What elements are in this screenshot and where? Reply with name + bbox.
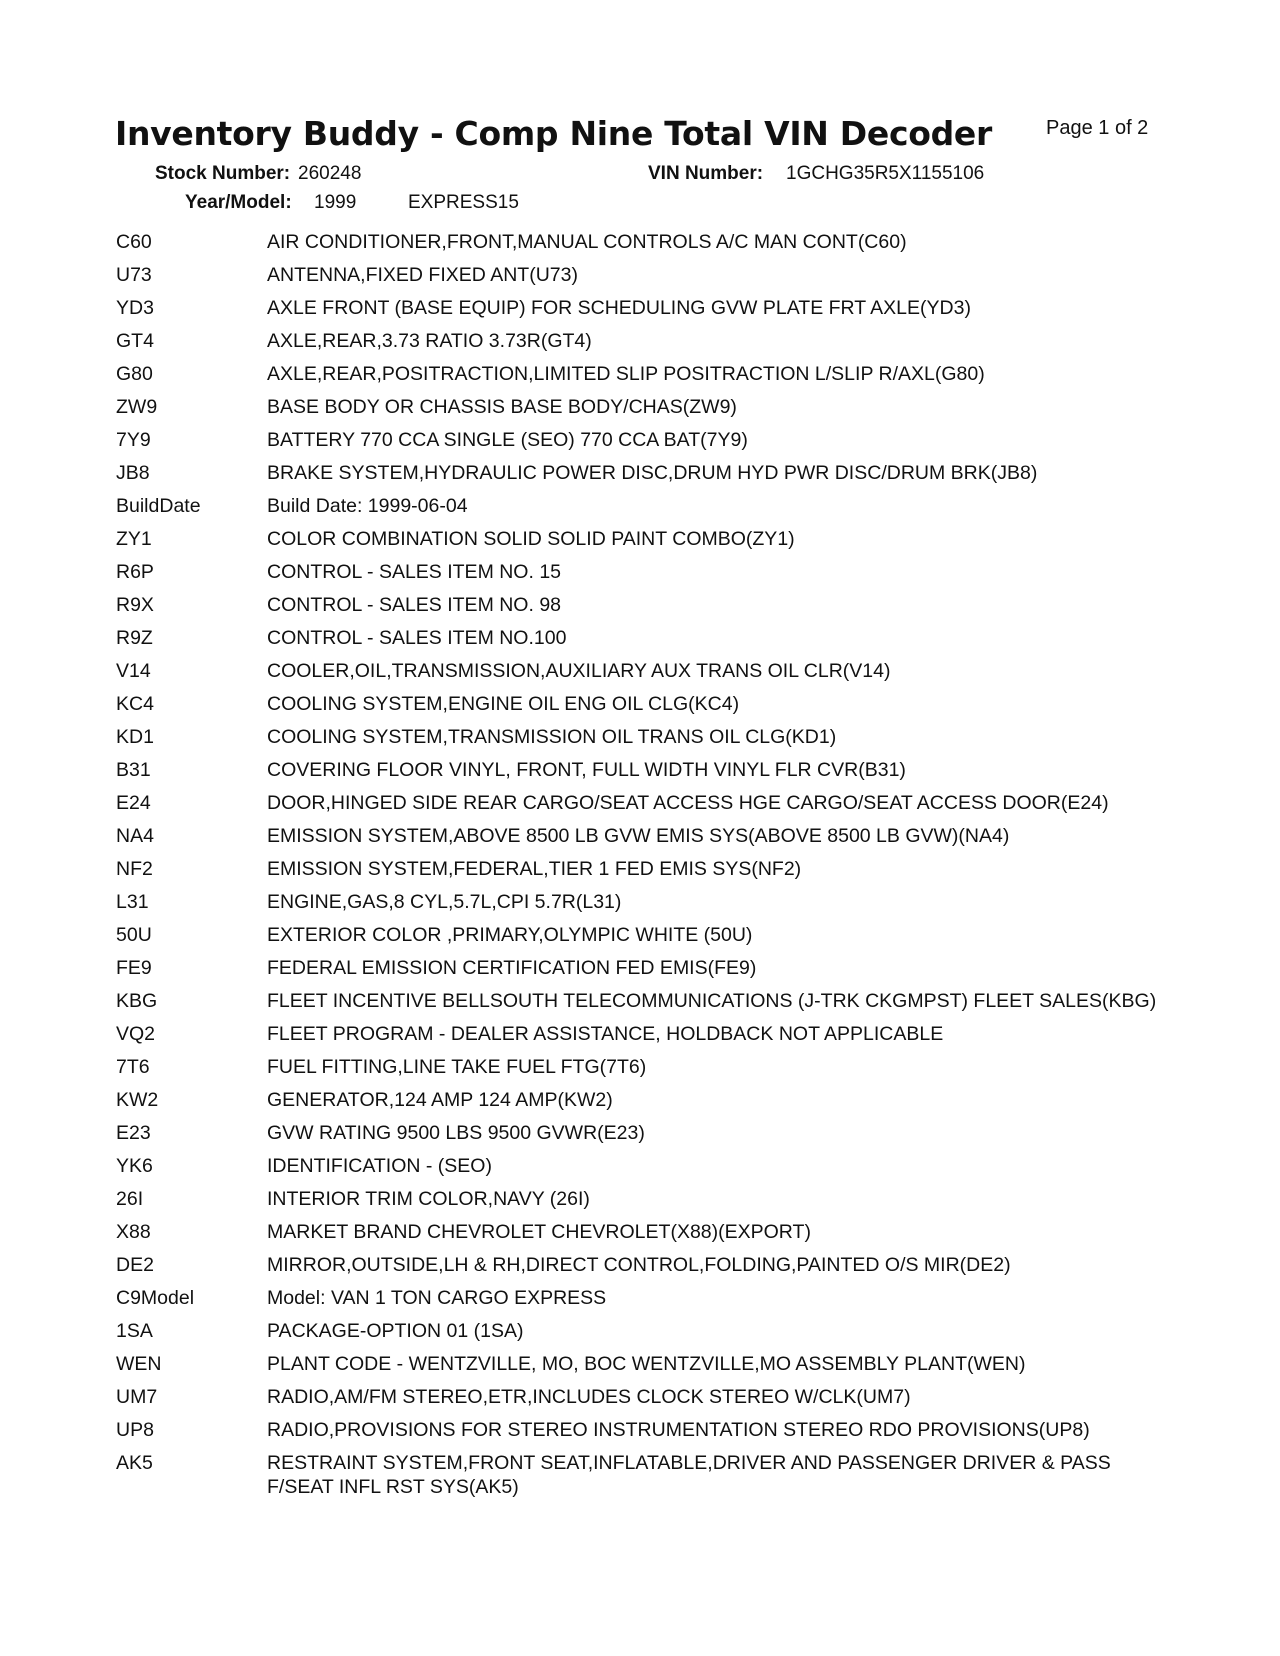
option-code: DE2 — [116, 1254, 154, 1276]
option-code: KC4 — [116, 693, 154, 715]
option-description: ANTENNA,FIXED FIXED ANT(U73) — [267, 264, 578, 286]
option-row — [116, 1220, 1166, 1244]
option-code: YD3 — [116, 297, 154, 319]
option-row — [116, 1022, 1166, 1046]
option-row — [116, 296, 1166, 320]
option-row — [116, 824, 1166, 848]
option-description: INTERIOR TRIM COLOR,NAVY (26I) — [267, 1188, 590, 1210]
option-row — [116, 1418, 1166, 1442]
option-row — [116, 659, 1166, 683]
option-code: R9Z — [116, 627, 153, 649]
option-row — [116, 461, 1166, 485]
option-row — [116, 1121, 1166, 1145]
option-code: V14 — [116, 660, 151, 682]
vin-number-label: VIN Number: — [648, 163, 764, 184]
option-row — [116, 956, 1166, 980]
option-description: BASE BODY OR CHASSIS BASE BODY/CHAS(ZW9) — [267, 396, 737, 418]
option-row — [116, 1088, 1166, 1112]
option-description: FLEET PROGRAM - DEALER ASSISTANCE, HOLDBACK NOT APPLICABLE — [267, 1023, 944, 1045]
option-row — [116, 989, 1166, 1013]
option-code: ZY1 — [116, 528, 152, 550]
option-code: FE9 — [116, 957, 152, 979]
stock-number-label: Stock Number: — [155, 163, 291, 184]
option-row — [116, 1253, 1166, 1277]
option-code: UP8 — [116, 1419, 154, 1441]
vin-number-value: 1GCHG35R5X1155106 — [786, 163, 985, 184]
option-code: 1SA — [116, 1320, 153, 1342]
option-row — [116, 1319, 1166, 1343]
option-code: R9X — [116, 594, 154, 616]
option-code: ZW9 — [116, 396, 158, 418]
option-code: UM7 — [116, 1386, 158, 1408]
option-row — [116, 1451, 1166, 1499]
option-row — [116, 1154, 1166, 1178]
option-description: GENERATOR,124 AMP 124 AMP(KW2) — [267, 1089, 613, 1111]
year-value: 1999 — [314, 192, 357, 213]
option-description: GVW RATING 9500 LBS 9500 GVWR(E23) — [267, 1122, 645, 1144]
option-row — [116, 758, 1166, 782]
option-description: AXLE FRONT (BASE EQUIP) FOR SCHEDULING GVW PLATE FRT AXLE(YD3) — [267, 297, 971, 319]
option-code: U73 — [116, 264, 152, 286]
option-code: 7Y9 — [116, 429, 151, 451]
option-description: AXLE,REAR,POSITRACTION,LIMITED SLIP POSITRACTION L/SLIP R/AXL(G80) — [267, 363, 985, 385]
option-code: X88 — [116, 1221, 151, 1243]
option-description: PACKAGE-OPTION 01 (1SA) — [267, 1320, 524, 1342]
option-code: KD1 — [116, 726, 154, 748]
option-code: WEN — [116, 1353, 162, 1375]
option-row — [116, 791, 1166, 815]
option-description: AIR CONDITIONER,FRONT,MANUAL CONTROLS A/C MAN CONT(C60) — [267, 231, 907, 253]
option-row — [116, 395, 1166, 419]
option-description: MIRROR,OUTSIDE,LH & RH,DIRECT CONTROL,FOLDING,PAINTED O/S MIR(DE2) — [267, 1254, 1011, 1276]
option-description: Build Date: 1999-06-04 — [267, 495, 468, 517]
option-description: FEDERAL EMISSION CERTIFICATION FED EMIS(FE9) — [267, 957, 757, 979]
option-description: RADIO,AM/FM STEREO,ETR,INCLUDES CLOCK STEREO W/CLK(UM7) — [267, 1386, 911, 1408]
option-row — [116, 560, 1166, 584]
option-code: E24 — [116, 792, 151, 814]
option-row — [116, 1385, 1166, 1409]
option-row — [116, 1286, 1166, 1310]
option-code: 50U — [116, 924, 152, 946]
option-description: IDENTIFICATION - (SEO) — [267, 1155, 492, 1177]
option-row — [116, 890, 1166, 914]
option-code: KBG — [116, 990, 158, 1012]
option-description: COVERING FLOOR VINYL, FRONT, FULL WIDTH VINYL FLR CVR(B31) — [267, 759, 906, 781]
option-row — [116, 428, 1166, 452]
option-row — [116, 626, 1166, 650]
option-row — [116, 329, 1166, 353]
option-code: KW2 — [116, 1089, 159, 1111]
option-code: 7T6 — [116, 1056, 150, 1078]
option-code-list — [116, 230, 1166, 1508]
option-code: YK6 — [116, 1155, 153, 1177]
option-row — [116, 692, 1166, 716]
option-description: AXLE,REAR,3.73 RATIO 3.73R(GT4) — [267, 330, 592, 352]
option-row — [116, 494, 1166, 518]
option-code: B31 — [116, 759, 151, 781]
option-description: ENGINE,GAS,8 CYL,5.7L,CPI 5.7R(L31) — [267, 891, 622, 913]
option-row — [116, 923, 1166, 947]
option-code: BuildDate — [116, 495, 201, 517]
option-code: C9Model — [116, 1287, 195, 1309]
page-number: Page 1 of 2 — [1046, 117, 1149, 139]
option-description: EXTERIOR COLOR ,PRIMARY,OLYMPIC WHITE (50U) — [267, 924, 753, 946]
option-row — [116, 527, 1166, 551]
option-description: MARKET BRAND CHEVROLET CHEVROLET(X88)(EXPORT) — [267, 1221, 811, 1243]
model-value: EXPRESS15 — [408, 192, 519, 213]
option-row — [116, 593, 1166, 617]
option-row — [116, 725, 1166, 749]
option-row — [116, 1187, 1166, 1211]
option-code: 26I — [116, 1188, 144, 1210]
option-description: BATTERY 770 CCA SINGLE (SEO) 770 CCA BAT(7Y9) — [267, 429, 748, 451]
option-code: NA4 — [116, 825, 154, 847]
option-code: R6P — [116, 561, 154, 583]
option-code: JB8 — [116, 462, 150, 484]
option-code: VQ2 — [116, 1023, 156, 1045]
option-row — [116, 230, 1166, 254]
option-description: CONTROL - SALES ITEM NO. 15 — [267, 561, 562, 583]
option-row — [116, 857, 1166, 881]
option-code: GT4 — [116, 330, 154, 352]
option-code: G80 — [116, 363, 153, 385]
option-description: FUEL FITTING,LINE TAKE FUEL FTG(7T6) — [267, 1056, 647, 1078]
option-row — [116, 263, 1166, 287]
option-description: Model: VAN 1 TON CARGO EXPRESS — [267, 1287, 607, 1309]
option-description: EMISSION SYSTEM,FEDERAL,TIER 1 FED EMIS SYS(NF2) — [267, 858, 802, 880]
option-row — [116, 1352, 1166, 1376]
option-description: RADIO,PROVISIONS FOR STEREO INSTRUMENTATION STEREO RDO PROVISIONS(UP8) — [267, 1419, 1090, 1441]
year-model-label: Year/Model: — [185, 192, 292, 213]
option-description: CONTROL - SALES ITEM NO.100 — [267, 627, 567, 649]
stock-number-value: 260248 — [298, 163, 362, 184]
option-description: FLEET INCENTIVE BELLSOUTH TELECOMMUNICATIONS (J-TRK CKGMPST) FLEET SALES(KBG) — [267, 990, 1157, 1012]
option-description: PLANT CODE - WENTZVILLE, MO, BOC WENTZVILLE,MO ASSEMBLY PLANT(WEN) — [267, 1353, 1026, 1375]
option-code: C60 — [116, 231, 152, 253]
option-description: BRAKE SYSTEM,HYDRAULIC POWER DISC,DRUM HYD PWR DISC/DRUM BRK(JB8) — [267, 462, 1038, 484]
option-code: NF2 — [116, 858, 153, 880]
option-code: E23 — [116, 1122, 151, 1144]
option-description: COLOR COMBINATION SOLID SOLID PAINT COMBO(ZY1) — [267, 528, 795, 550]
option-row — [116, 1055, 1166, 1079]
option-code: L31 — [116, 891, 149, 913]
option-description: COOLER,OIL,TRANSMISSION,AUXILIARY AUX TRANS OIL CLR(V14) — [267, 660, 891, 682]
option-description: DOOR,HINGED SIDE REAR CARGO/SEAT ACCESS HGE CARGO/SEAT ACCESS DOOR(E24) — [267, 792, 1109, 814]
option-row — [116, 362, 1166, 386]
option-description: CONTROL - SALES ITEM NO. 98 — [267, 594, 562, 616]
option-code: AK5 — [116, 1452, 153, 1474]
option-description: COOLING SYSTEM,ENGINE OIL ENG OIL CLG(KC4) — [267, 693, 740, 715]
option-description: RESTRAINT SYSTEM,FRONT SEAT,INFLATABLE,DRIVER AND PASSENGER DRIVER & PASS F/SEAT INFL RST SYS(AK5) — [267, 1452, 1111, 1498]
option-description: COOLING SYSTEM,TRANSMISSION OIL TRANS OIL CLG(KD1) — [267, 726, 837, 748]
option-description: EMISSION SYSTEM,ABOVE 8500 LB GVW EMIS SYS(ABOVE 8500 LB GVW)(NA4) — [267, 825, 1010, 847]
page-title: Inventory Buddy - Comp Nine Total VIN Decoder — [115, 114, 992, 153]
